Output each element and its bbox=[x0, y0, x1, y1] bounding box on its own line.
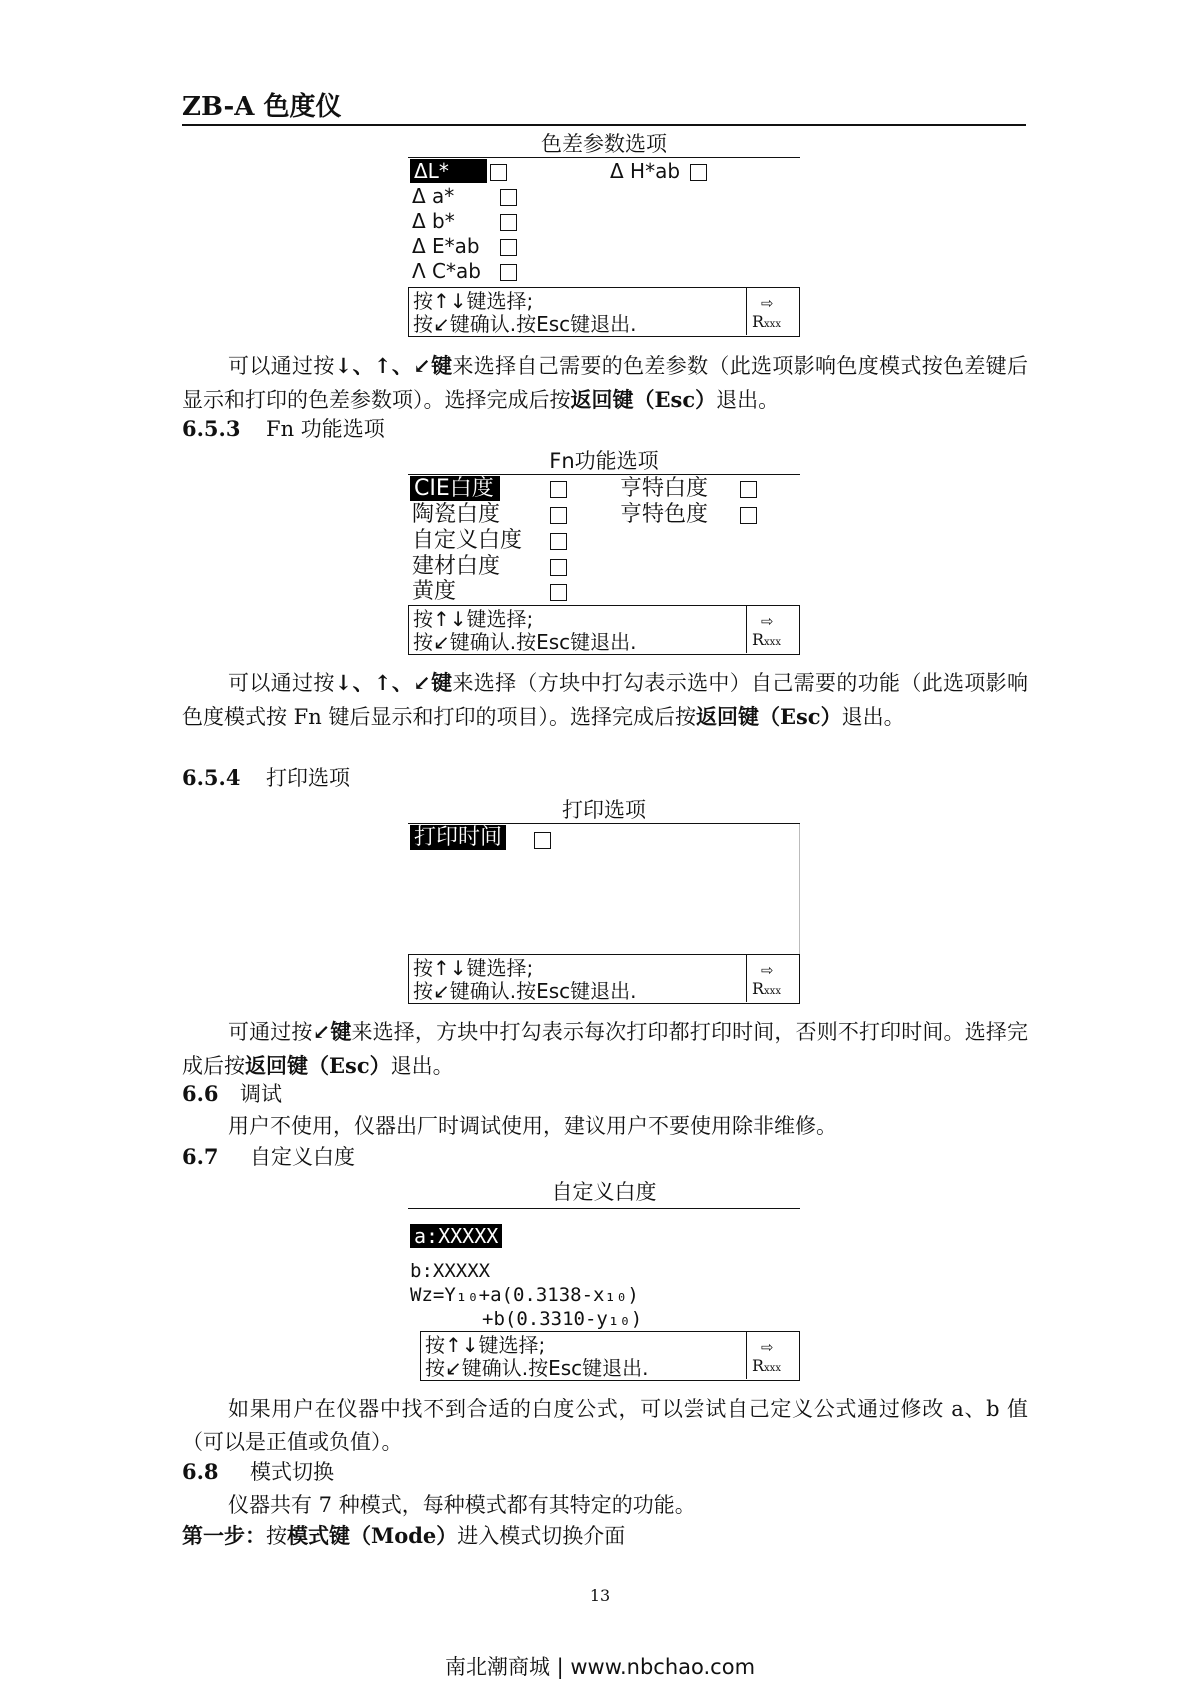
hint-select: 按↑↓键选择; bbox=[425, 1333, 546, 1357]
paragraph-mode-switch: 仪器共有 7 种模式，每种模式都有其特定的功能。 bbox=[228, 1493, 696, 1517]
param-a-value: a:XXXXX bbox=[410, 1224, 502, 1248]
rxxx-label: Rxxx bbox=[752, 312, 781, 331]
option-label: 黄度 bbox=[412, 579, 457, 604]
option-label: CIE白度 bbox=[410, 476, 500, 501]
hint-confirm: 按↙键确认.按Esc键退出. bbox=[413, 312, 637, 336]
arrow-right-icon: ⇨ bbox=[761, 1334, 774, 1358]
option-delta-a[interactable] bbox=[412, 184, 454, 208]
option-label: 陶瓷白度 bbox=[412, 502, 501, 527]
param-b-field[interactable] bbox=[410, 1259, 490, 1283]
rxxx-label: Rxxx bbox=[752, 630, 781, 649]
section-heading-6-5-3: 6.5.3 Fn 功能选项 bbox=[182, 416, 385, 441]
rxxx-label: Rxxx bbox=[752, 1356, 781, 1375]
checkbox[interactable] bbox=[500, 264, 517, 281]
section-heading-6-6: 6.6 调试 bbox=[182, 1081, 282, 1106]
checkbox[interactable] bbox=[690, 164, 707, 181]
option-print-time[interactable] bbox=[410, 825, 506, 851]
panel-footer bbox=[408, 287, 800, 337]
checkbox[interactable] bbox=[550, 507, 567, 524]
option-hunter-whiteness[interactable] bbox=[620, 476, 708, 502]
checkbox[interactable] bbox=[550, 533, 567, 550]
option-cie-whiteness[interactable] bbox=[410, 476, 500, 502]
option-label: 自定义白度 bbox=[412, 528, 523, 553]
option-label: Λ C*ab bbox=[412, 259, 481, 283]
checkbox[interactable] bbox=[550, 481, 567, 498]
option-label: Δ a* bbox=[412, 184, 455, 208]
checkbox[interactable] bbox=[500, 214, 517, 231]
arrow-right-icon: ⇨ bbox=[761, 957, 774, 981]
custom-whiteness-panel bbox=[408, 1176, 800, 1386]
paragraph-color-diff: 可以通过按↓、↑、↙键来选择自己需要的色差参数（此选项影响色度模式按色差键后显示和打印的色差参数项）。选择完成后按返回键（Esc）退出。 bbox=[182, 353, 1029, 412]
checkbox[interactable] bbox=[500, 189, 517, 206]
checkbox[interactable] bbox=[740, 507, 757, 524]
option-ceramic-whiteness[interactable] bbox=[412, 502, 500, 528]
next-icon-box[interactable] bbox=[746, 1332, 799, 1379]
option-label: Δ E*ab bbox=[412, 234, 480, 258]
hint-select: 按↑↓键选择; bbox=[413, 289, 534, 313]
fn-options-panel bbox=[408, 448, 800, 660]
checkbox[interactable] bbox=[740, 481, 757, 498]
page-header bbox=[182, 86, 1026, 126]
step-one: 第一步：按模式键（Mode）进入模式切换介面 bbox=[182, 1523, 626, 1548]
hint-select: 按↑↓键选择; bbox=[413, 607, 534, 631]
page-number: 13 bbox=[589, 1586, 611, 1605]
option-building-whiteness[interactable] bbox=[412, 554, 500, 580]
option-label: 打印时间 bbox=[410, 825, 506, 850]
option-delta-c[interactable] bbox=[412, 259, 481, 283]
section-heading-6-7: 6.7 自定义白度 bbox=[182, 1144, 355, 1169]
hint-select: 按↑↓键选择; bbox=[413, 956, 534, 980]
formula-line-1: Wz=Y₁₀+a(0.3138-x₁₀) bbox=[410, 1284, 639, 1306]
arrow-right-icon: ⇨ bbox=[761, 290, 774, 314]
panel-footer bbox=[420, 1331, 800, 1381]
option-custom-whiteness[interactable] bbox=[412, 528, 522, 554]
paragraph-debug: 用户不使用，仪器出厂时调试使用，建议用户不要使用除非维修。 bbox=[228, 1114, 837, 1138]
option-label: 亨特白度 bbox=[620, 476, 709, 501]
hint-confirm: 按↙键确认.按Esc键退出. bbox=[413, 630, 637, 654]
checkbox[interactable] bbox=[500, 239, 517, 256]
document-title: ZB-A 色度仪 bbox=[182, 92, 342, 122]
paragraph-fn-options: 可以通过按↓、↑、↙键来选择（方块中打勾表示选中）自己需要的功能（此选项影响色度模式按 Fn 键后显示和打印的项目）。选择完成后按返回键（Esc）退出。 bbox=[182, 670, 1029, 729]
panel-title: 打印选项 bbox=[408, 797, 800, 824]
paragraph-custom-whiteness: 如果用户在仪器中找不到合适的白度公式，可以尝试自己定义公式通过修改 a、b 值（可以是正值或负值）。 bbox=[182, 1397, 1028, 1454]
checkbox[interactable] bbox=[550, 584, 567, 601]
option-delta-b[interactable] bbox=[412, 209, 455, 233]
section-heading-6-5-4: 6.5.4 打印选项 bbox=[182, 765, 350, 790]
color-diff-options-panel bbox=[408, 131, 800, 342]
checkbox[interactable] bbox=[550, 559, 567, 576]
option-delta-l[interactable] bbox=[410, 159, 487, 183]
checkbox[interactable] bbox=[490, 164, 507, 181]
hint-confirm: 按↙键确认.按Esc键退出. bbox=[413, 979, 637, 1003]
option-label: 亨特色度 bbox=[620, 502, 709, 527]
print-options-panel bbox=[408, 797, 800, 1007]
checkbox[interactable] bbox=[534, 832, 551, 849]
panel-title: Fn功能选项 bbox=[408, 448, 800, 475]
option-yellowness[interactable] bbox=[412, 579, 456, 605]
option-hunter-chromaticity[interactable] bbox=[620, 502, 708, 528]
panel-title: 自定义白度 bbox=[408, 1176, 800, 1209]
panel-footer bbox=[408, 954, 800, 1004]
panel-footer bbox=[408, 605, 800, 655]
param-b-value: b:XXXXX bbox=[410, 1260, 491, 1282]
option-label: 建材白度 bbox=[412, 554, 501, 579]
arrow-right-icon: ⇨ bbox=[761, 608, 774, 632]
next-icon-box[interactable] bbox=[746, 955, 799, 1002]
option-label: Δ b* bbox=[412, 209, 455, 233]
formula-line-2: +b(0.3310-y₁₀) bbox=[482, 1308, 643, 1330]
option-delta-h[interactable] bbox=[610, 159, 680, 183]
section-heading-6-8: 6.8 模式切换 bbox=[182, 1459, 334, 1484]
option-delta-e[interactable] bbox=[412, 234, 480, 258]
rxxx-label: Rxxx bbox=[752, 979, 781, 998]
footer-brand: 南北潮商城 | www.nbchao.com bbox=[444, 1655, 756, 1679]
option-label: ΔL* bbox=[410, 159, 487, 183]
paragraph-print-options: 可通过按↙键来选择，方块中打勾表示每次打印都打印时间，否则不打印时间。选择完成后按返回键（Esc）退出。 bbox=[182, 1019, 1028, 1078]
option-label: Δ H*ab bbox=[610, 159, 681, 183]
param-a-field[interactable] bbox=[410, 1223, 502, 1249]
hint-confirm: 按↙键确认.按Esc键退出. bbox=[425, 1356, 649, 1380]
next-icon-box[interactable] bbox=[746, 288, 799, 335]
panel-title: 色差参数选项 bbox=[408, 131, 800, 158]
next-icon-box[interactable] bbox=[746, 606, 799, 653]
